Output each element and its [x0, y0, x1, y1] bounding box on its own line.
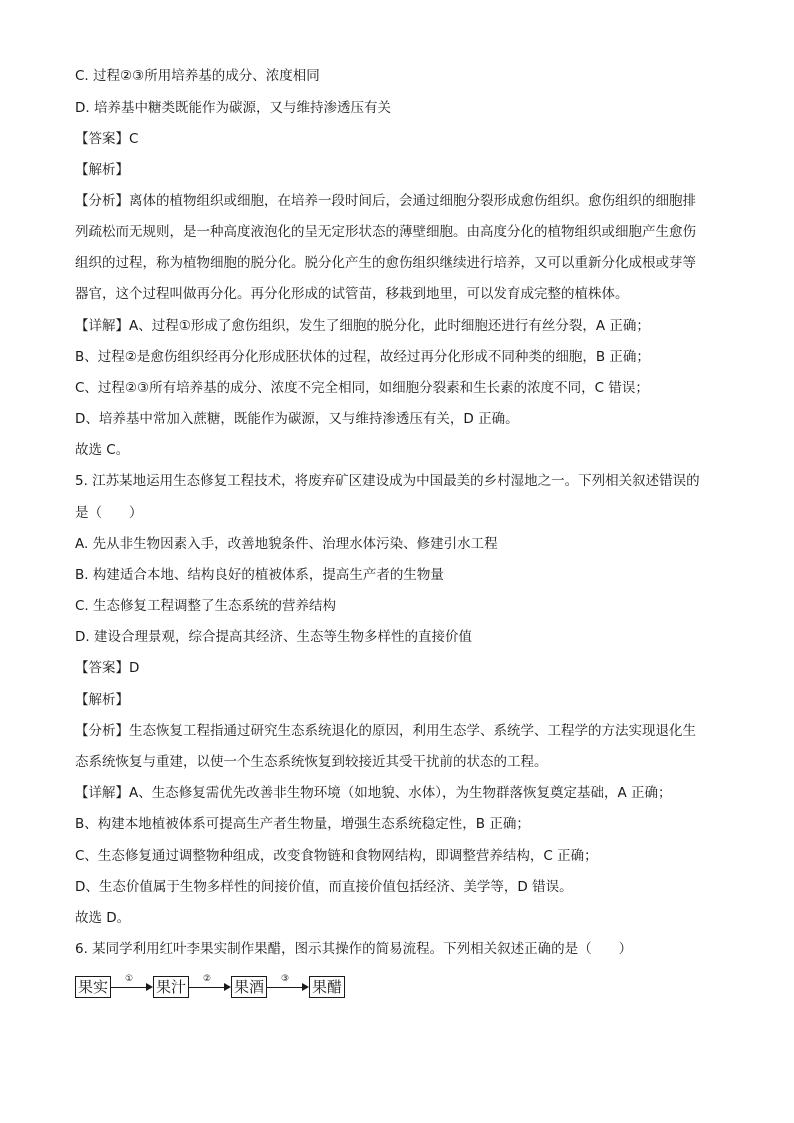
analysis-text-q5-line1: 【分析】生态恢复工程指通过研究生态系统退化的原因，利用生态学、系统学、工程学的方法实现退化生 — [75, 723, 696, 739]
option-a-q5: A. 先从非生物因素入手，改善地貌条件、治理水体污染、修建引水工程 — [75, 536, 498, 552]
conclusion-q4: 故选 C。 — [75, 442, 130, 458]
option-c-q4: C. 过程②③所用培养基的成分、浓度相同 — [75, 68, 320, 84]
detail-b-q4: B、过程②是愈伤组织经再分化形成胚状体的过程，故经过再分化形成不同种类的细胞，B 正确； — [75, 349, 650, 365]
arrow-head-icon — [146, 983, 153, 991]
analysis-text-q4-line1: 【分析】离体的植物组织或细胞，在培养一段时间后，会通过细胞分裂形成愈伤组织。愈伤组织的细胞排 — [75, 193, 696, 209]
flow-box-fruit: 果实 — [75, 976, 111, 998]
flow-step-label-3: ③ — [281, 974, 290, 984]
question-5-stem-line2: 是（ ） — [75, 505, 143, 521]
detail-b-q5: B、构建本地植被体系可提高生产者生物量，增强生态系统稳定性，B 正确； — [75, 816, 530, 832]
arrow-head-icon — [224, 983, 231, 991]
option-c-q5: C. 生态修复工程调整了生态系统的营养结构 — [75, 598, 337, 614]
flow-step-label-2: ② — [203, 974, 212, 984]
detail-c-q5: C、生态修复通过调整物种组成，改变食物链和食物网结构，即调整营养结构，C 正确； — [75, 848, 598, 864]
process-flow-diagram — [75, 975, 345, 999]
detail-d-q4: D、培养基中常加入蔗糖，既能作为碳源，又与维持渗透压有关，D 正确。 — [75, 411, 519, 427]
analysis-heading-q4: 【解析】 — [75, 162, 129, 178]
analysis-text-q4-line3: 组织的过程，称为植物细胞的脱分化。脱分化产生的愈伤组织继续进行培养，又可以重新分化成根或芽等 — [75, 255, 696, 271]
flow-arrow-3 — [267, 974, 309, 997]
detail-a-q4: 【详解】A、过程①形成了愈伤组织，发生了细胞的脱分化，此时细胞还进行有丝分裂，A 正确； — [75, 318, 650, 334]
flow-arrow-1 — [111, 974, 153, 997]
flow-box-wine: 果酒 — [231, 976, 267, 998]
conclusion-q5: 故选 D。 — [75, 910, 131, 926]
detail-c-q4: C、过程②③所有培养基的成分、浓度不完全相同，如细胞分裂素和生长素的浓度不同，C 错误； — [75, 380, 649, 396]
flow-arrow-2 — [189, 974, 231, 997]
answer-q4: 【答案】C — [75, 131, 139, 147]
option-d-q5: D. 建设合理景观，综合提高其经济、生态等生物多样性的直接价值 — [75, 629, 472, 645]
analysis-text-q4-line4: 器官，这个过程叫做再分化。再分化形成的试管苗，移栽到地里，可以发育成完整的植株体。 — [75, 286, 629, 302]
analysis-heading-q5: 【解析】 — [75, 692, 129, 708]
option-b-q5: B. 构建适合本地、结构良好的植被体系，提高生产者的生物量 — [75, 567, 444, 583]
option-d-q4: D. 培养基中糖类既能作为碳源，又与维持渗透压有关 — [75, 100, 391, 116]
question-6-stem: 6. 某同学利用红叶李果实制作果醋，图示其操作的简易流程。下列相关叙述正确的是（ ） — [75, 941, 633, 957]
question-5-stem-line1: 5. 江苏某地运用生态修复工程技术，将废弃矿区建设成为中国最美的乡村湿地之一。下列相关叙述错误的 — [75, 473, 700, 489]
detail-d-q5: D、生态价值属于生物多样性的间接价值，而直接价值包括经济、美学等，D 错误。 — [75, 879, 573, 895]
arrow-head-icon — [302, 983, 309, 991]
flow-box-vinegar: 果醋 — [309, 976, 345, 998]
analysis-text-q4-line2: 列疏松而无规则，是一种高度液泡化的呈无定形状态的薄壁细胞。由高度分化的植物组织或细胞产生愈伤 — [75, 224, 696, 240]
analysis-text-q5-line2: 态系统恢复与重建，以使一个生态系统恢复到较接近其受干扰前的状态的工程。 — [75, 754, 548, 770]
flow-step-label-1: ① — [125, 974, 134, 984]
answer-q5: 【答案】D — [75, 660, 140, 676]
flow-box-juice: 果汁 — [153, 976, 189, 998]
detail-a-q5: 【详解】A、生态修复需优先改善非生物环境（如地貌、水体），为生物群落恢复奠定基础，A 正确； — [75, 785, 672, 801]
